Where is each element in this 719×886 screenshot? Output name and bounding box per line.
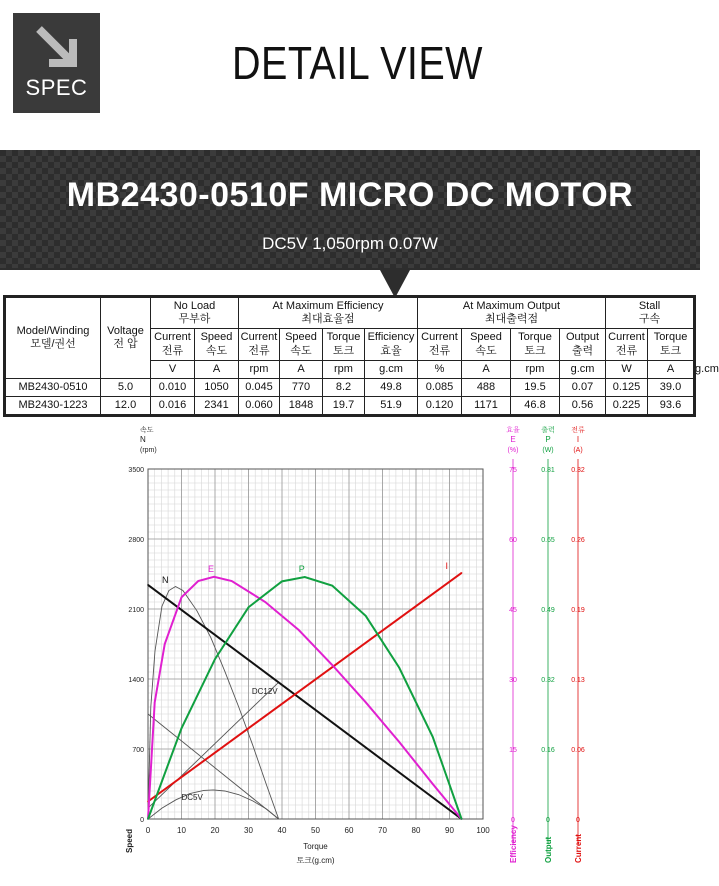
x-axis-label-kr: 토크(g.cm) [296,856,335,865]
series-point-p [147,818,149,820]
table-row [6,397,694,415]
performance-chart-svg [118,420,598,880]
series-point-e [264,601,266,603]
series-point-e [331,664,333,666]
subheader-cell: Current 전류 [239,329,280,360]
unit-cell: rpm [323,360,365,378]
subheader-cell: Torque 토크 [511,329,560,360]
unit-cell: A [280,360,323,378]
y-tick-label-speed: 1400 [128,677,144,684]
unit-cell: g.cm [560,360,606,378]
unit-cell: g.cm [365,360,418,378]
series-label-p: P [298,564,305,575]
voltage-header: Voltage 전 압 [101,298,151,379]
current-axis-unit: (A) [573,447,583,454]
table-cell: 0.225 [606,397,648,415]
y-tick-label-efficiency: 0 [511,817,515,824]
table-cell: 488 [462,378,511,396]
series-point-p [398,667,400,669]
product-banner [0,150,700,298]
efficiency-axis-name: Efficiency [509,825,518,863]
series-point-e [365,702,367,704]
series-point-e [154,702,156,704]
x-tick-label: 10 [177,826,186,835]
series-label-i: I [445,560,449,571]
table-cell: 0.016 [151,397,195,415]
banner-pointer [0,268,700,300]
series-point-e [213,576,215,578]
unit-cell: A [462,360,511,378]
table-cell: 1171 [462,397,511,415]
unit-cell: A [195,360,239,378]
x-tick-label: 50 [311,826,320,835]
max-efficiency-header: At Maximum Efficiency 최대효율점 [239,298,418,329]
x-tick-label: 80 [411,826,421,835]
unit-cell: % [418,360,462,378]
series-point-p [181,727,183,729]
table-row [6,378,694,396]
subheader-cell: Output 출력 [560,329,606,360]
x-tick-label: 100 [476,826,490,835]
speed-axis-title: N [140,435,146,444]
table-header-row [6,298,694,329]
table-cell: 8.2 [323,378,365,396]
efficiency-axis-title-kr: 효율 [506,427,520,434]
y-tick-label-efficiency: 30 [509,677,517,684]
table-cell: 39.0 [648,378,694,396]
page-title: DETAIL VIEW [232,37,483,89]
table-cell: 49.8 [365,378,418,396]
current-axis-name: Current [574,834,583,863]
y-tick-label-speed: 2100 [128,607,144,614]
series-point-p [432,736,434,738]
annotation-dc12v: DC12V [251,687,278,696]
subheader-cell: Efficiency 효율 [365,329,418,360]
y-tick-label-current: 0.26 [571,537,585,544]
output-axis-title-kr: 출력 [541,427,555,434]
table-cell: 0.120 [418,397,462,415]
unit-cell: A [648,360,694,378]
y-tick-label-speed: 700 [132,747,144,754]
series-point-p [365,615,367,617]
y-tick-label-output: 0.49 [541,607,555,614]
y-tick-label-current: 0 [576,817,580,824]
series-point-e [197,580,199,582]
y-tick-label-output: 0 [546,817,550,824]
table-cell: 19.7 [323,397,365,415]
no-load-header: No Load 무부하 [151,298,239,329]
y-tick-label-output: 0.16 [541,747,555,754]
series-point-e [298,629,300,631]
table-unit-row: V A rpm A rpm g.cm % A rpm g.cm W A g.cm [6,360,694,378]
table-cell: 0.125 [606,378,648,396]
subheader-cell: Speed 속도 [195,329,239,360]
series-point-p [461,818,463,820]
series-point-p [281,581,283,583]
subheader-cell: Current 전류 [418,329,462,360]
speed-axis-title-kr: 속도 [140,427,154,434]
subheader-cell: Torque 토크 [323,329,365,360]
unit-cell: V [151,360,195,378]
x-tick-label: 60 [344,826,354,835]
table-cell: 770 [280,378,323,396]
y-tick-label-speed: 0 [140,817,144,824]
table-cell: 51.9 [365,397,418,415]
table-cell: MB2430-0510 [6,378,101,396]
table-cell: 19.5 [511,378,560,396]
product-title: MB2430-0510F MICRO DC MOTOR [66,176,634,214]
y-tick-label-output: 0.65 [541,537,555,544]
table-cell: 46.8 [511,397,560,415]
y-tick-label-output: 0.32 [541,677,555,684]
subheader-cell: Torque 토크 [648,329,694,360]
series-point-p [304,576,306,578]
table-cell: 5.0 [101,378,151,396]
x-tick-label: 0 [145,826,151,835]
x-tick-label: 30 [244,826,253,835]
stall-header: Stall 구속 [606,298,694,329]
subheader-cell: Current 전류 [151,329,195,360]
efficiency-axis-unit: (%) [507,447,519,454]
series-point-i [461,572,463,574]
series-5v-i [148,682,279,808]
series-point-n [147,584,149,586]
table-cell: 0.060 [239,397,280,415]
spec-label: SPEC [25,75,88,100]
spec-badge [13,13,100,113]
table-cell: 0.045 [239,378,280,396]
x-tick-label: 70 [378,826,387,835]
output-axis-title: P [545,435,551,444]
series-label-n: N [162,574,169,585]
series-point-e [164,643,166,645]
y-tick-label-current: 0.06 [571,747,585,754]
table-cell: 12.0 [101,397,151,415]
series-point-p [331,585,333,587]
y-tick-label-speed: 2800 [128,537,144,544]
unit-cell: rpm [511,360,560,378]
max-output-header: At Maximum Output 최대출력점 [418,298,606,329]
y-tick-label-current: 0.13 [571,677,585,684]
subheader-cell: Speed 속도 [280,329,323,360]
table-cell: 1050 [195,378,239,396]
series-point-p [214,658,216,660]
table-cell: 0.085 [418,378,462,396]
table-body [6,378,694,414]
y-tick-label-efficiency: 75 [509,467,517,474]
table-cell: 0.010 [151,378,195,396]
table-cell: 1848 [280,397,323,415]
table-cell: 0.07 [560,378,606,396]
annotation-dc5v: DC5V [181,793,203,802]
x-tick-label: 40 [277,826,287,835]
arrow-down-right-icon [35,25,79,69]
y-tick-label-current: 0.19 [571,607,585,614]
unit-cell: rpm [239,360,280,378]
x-axis-label: Torque [303,842,328,851]
output-axis-unit: (W) [542,447,554,454]
y-tick-label-current: 0.32 [571,467,585,474]
subheader-cell: Current 전류 [606,329,648,360]
series-point-e [398,741,400,743]
table-cell: MB2430-1223 [6,397,101,415]
y-tick-label-efficiency: 60 [509,537,517,544]
y-tick-label-efficiency: 45 [509,607,517,614]
series-label-e: E [207,563,215,574]
y-tick-label-efficiency: 15 [509,747,517,754]
series-5v-p [148,790,279,819]
subheader-cell: Speed 속도 [462,329,511,360]
table-cell: 2341 [195,397,239,415]
series-point-e [231,580,233,582]
speed-axis-unit: (rpm) [140,447,157,454]
y-tick-label-speed: 3500 [128,467,144,474]
spec-table [5,297,719,415]
series-point-p [248,606,250,608]
series-point-e [432,783,434,785]
unit-cell: W [606,360,648,378]
x-tick-label: 20 [210,826,220,835]
efficiency-axis-title: E [510,435,516,444]
speed-axis-name: Speed [125,828,134,853]
x-tick-label: 90 [445,826,454,835]
table-cell: 93.6 [648,397,694,415]
table-cell: 0.56 [560,397,606,415]
performance-chart [118,420,598,880]
series-point-e [181,597,183,599]
y-tick-label-output: 0.81 [541,467,555,474]
output-axis-name: Output [544,836,553,863]
current-axis-title-kr: 전류 [571,427,585,434]
model-header: Model/Winding 모델/권선 [6,298,101,379]
current-axis-title: I [576,435,580,444]
product-subtitle: DC5V 1,050rpm 0.07W [262,234,438,253]
